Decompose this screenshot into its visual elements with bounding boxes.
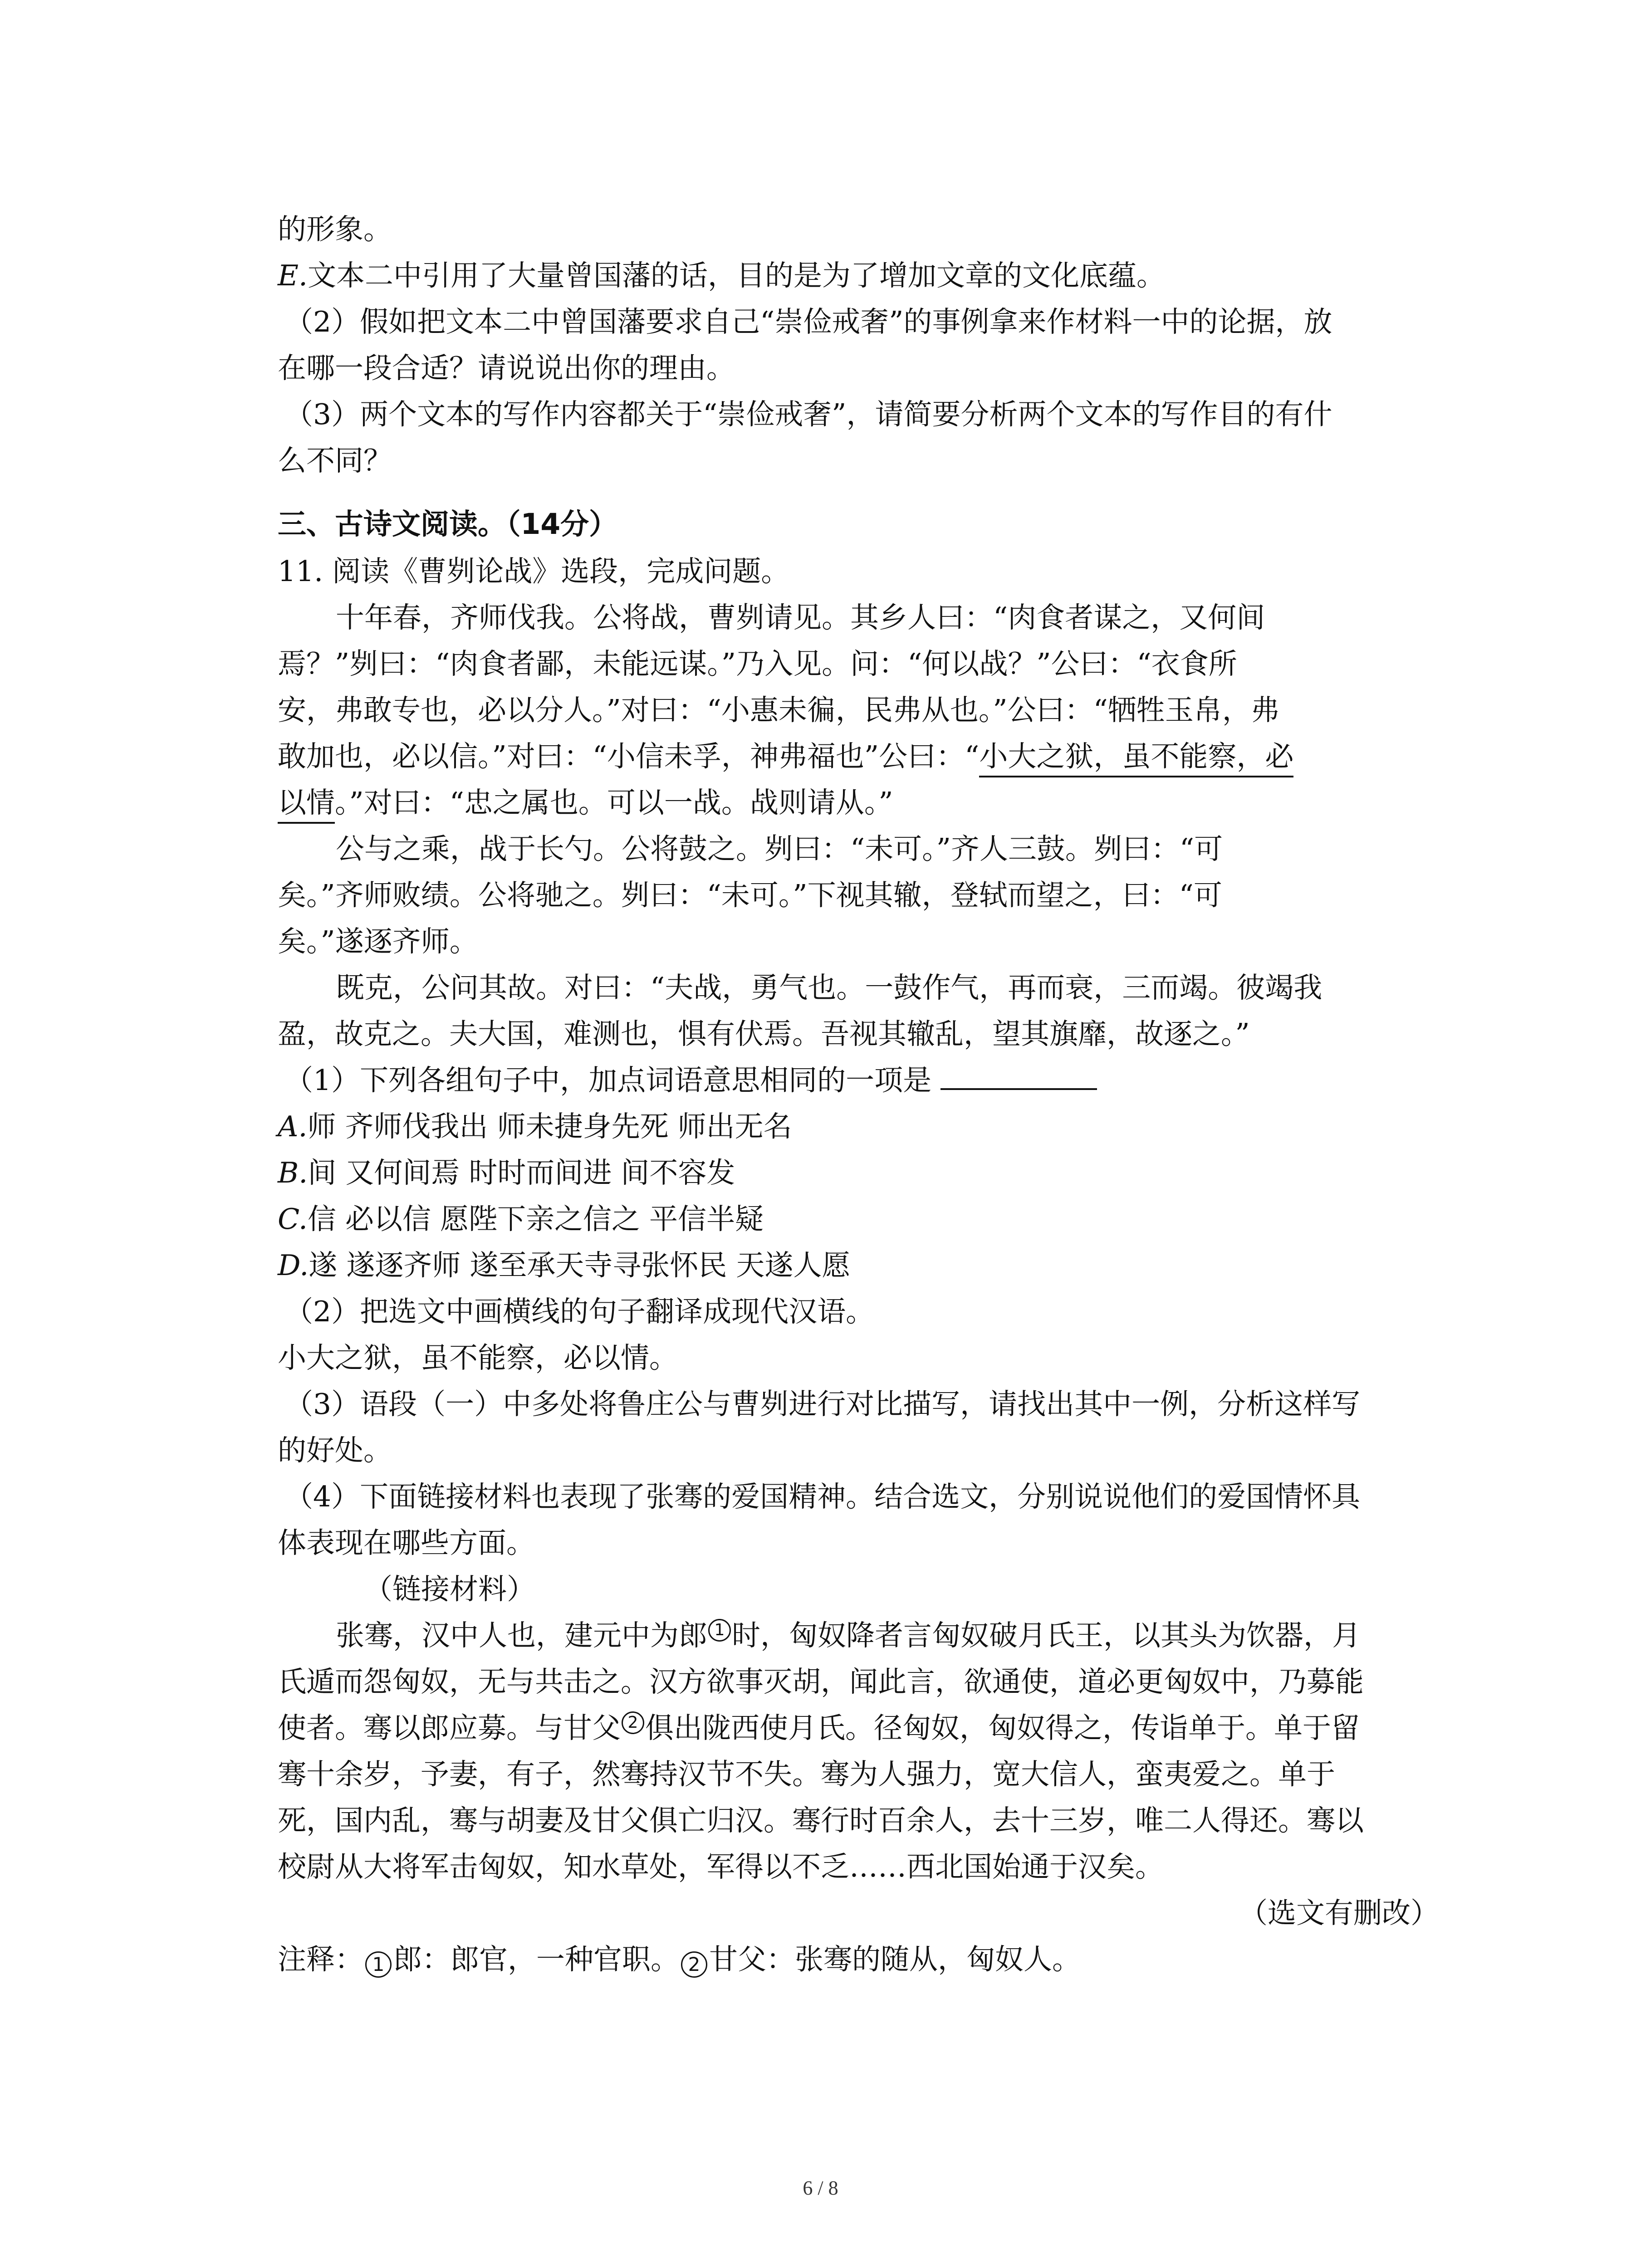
link-line: 校尉从大将军击匈奴，知水草处，军得以不乏……西北国始通于汉矣。 [278, 1850, 1164, 1883]
page-content [278, 206, 1439, 1983]
option-text: 遂 遂逐齐师 遂至承天寺寻张怀民 天遂人愿 [309, 1249, 851, 1282]
passage-line: 矣。”遂逐齐师。 [278, 925, 478, 958]
footnote-mark: 2 [622, 1711, 644, 1734]
option-c [278, 1196, 1439, 1242]
footnote-mark: 1 [708, 1619, 731, 1642]
link-text: 使者。骞以郎应募。与甘父 [278, 1711, 621, 1745]
option-text: 间 又何间焉 时时而间进 间不容发 [308, 1156, 735, 1189]
passage-line: 盈，故克之。夫大国，难测也，惧有伏焉。吾视其辙乱，望其旗靡，故逐之。” [278, 1017, 1250, 1051]
option-d [278, 1242, 1439, 1289]
sub-question: （3）语段（一）中多处将鲁庄公与曹刿进行对比描写，请找出其中一例，分析这样写 [284, 1388, 1361, 1421]
note-text: 郎：郎官，一种官职。 [393, 1943, 679, 1976]
sub-question [278, 1057, 1439, 1104]
link-text: 张骞，汉中人也，建元中为郎 [336, 1619, 707, 1652]
option-letter: D. [278, 1249, 309, 1282]
footnote-mark: 2 [681, 1951, 707, 1978]
passage-text: 敢加也，必以信。”对曰：“小信未孚，神弗福也”公曰：“ [278, 740, 980, 773]
footnote-mark: 1 [365, 1951, 392, 1978]
sub-question: （4）下面链接材料也表现了张骞的爱国精神。结合选文，分别说说他们的爱国情怀具 [284, 1480, 1361, 1513]
option-b [278, 1150, 1439, 1196]
passage-line: 焉？”刿曰：“肉食者鄙，未能远谋。”乃入见。问：“何以战？”公曰：“衣食所 [278, 647, 1237, 680]
sub-question: （2）把选文中画横线的句子翻译成现代汉语。 [284, 1295, 875, 1328]
page-number: 6 / 8 [803, 2177, 838, 2199]
option-a [278, 1104, 1439, 1150]
text-line: 的形象。 [278, 213, 392, 246]
answer-blank[interactable] [941, 1061, 1097, 1090]
passage-text: 。”对曰：“忠之属也。可以一战。战则请从。” [335, 786, 893, 819]
section-heading: 三、古诗文阅读。（14分） [278, 508, 618, 541]
note-text: 甘父：张骞的随从，匈奴人。 [709, 1943, 1081, 1976]
question-line: （3）两个文本的写作内容都关于“崇俭戒奢”，请简要分析两个文本的写作目的有什 [284, 398, 1332, 431]
passage-line: 十年春，齐师伐我。公将战，曹刿请见。其乡人曰：“肉食者谋之，又何间 [336, 601, 1265, 634]
source-note: （选文有删改） [1239, 1897, 1439, 1930]
link-line: 氏遁而怨匈奴，无与共击之。汉方欲事灭胡，闻此言，欲通使，道必更匈奴中，乃募能 [278, 1665, 1364, 1698]
passage-line: 安，弗敢专也，必以分人。”对曰：“小惠未徧，民弗从也。”公曰：“牺牲玉帛，弗 [278, 694, 1279, 727]
link-line: 死，国内乱，骞与胡妻及甘父俱亡归汉。骞行时百余人，去十三岁，唯二人得还。骞以 [278, 1804, 1364, 1837]
question-line: 体表现在哪些方面。 [278, 1526, 535, 1559]
notes-label: 注释： [278, 1943, 363, 1976]
passage-line: 矣。”齐师败绩。公将驰之。刿曰：“未可。”下视其辙，登轼而望之，曰：“可 [278, 879, 1222, 912]
question-line: 在哪一段合适？请说说出你的理由。 [278, 352, 735, 385]
option-letter: E. [278, 259, 308, 292]
option-letter: B. [278, 1156, 308, 1189]
underlined-sentence: 以情 [278, 786, 335, 824]
passage-line [278, 733, 1439, 780]
option-text: 文本二中引用了大量曾国藩的话，目的是为了增加文章的文化底蕴。 [308, 259, 1166, 292]
option-e [278, 253, 1439, 299]
question-line: 么不同？ [278, 444, 392, 477]
notes-line [278, 1936, 1439, 1983]
option-letter: A. [278, 1110, 308, 1143]
link-text: 俱出陇西使月氏。径匈奴，匈奴得之，传诣单于。单于留 [645, 1711, 1360, 1745]
question-stem: （1）下列各组句子中，加点词语意思相同的一项是 [284, 1064, 932, 1097]
passage-line: 既克，公问其故。对曰：“夫战，勇气也。一鼓作气，再而衰，三而竭。彼竭我 [336, 971, 1323, 1004]
option-text: 师 齐师伐我出 师未捷身先死 师出无名 [307, 1110, 792, 1143]
option-letter: C. [278, 1202, 308, 1236]
question-line: 的好处。 [278, 1434, 392, 1467]
passage-line: 公与之乘，战于长勺。公将鼓之。刿曰：“未可。”齐人三鼓。刿曰：“可 [336, 832, 1223, 865]
underlined-sentence: 小大之狱，虽不能察，必 [979, 740, 1293, 777]
link-title: （链接材料） [364, 1573, 535, 1606]
question-sentence: 小大之狱，虽不能察，必以情。 [278, 1341, 678, 1374]
link-line [278, 1705, 1439, 1751]
link-text: 时，匈奴降者言匈奴破月氏王，以其头为饮器，月 [732, 1619, 1361, 1652]
option-text: 信 必以信 愿陛下亲之信之 平信半疑 [307, 1202, 764, 1236]
passage-line [278, 780, 1439, 826]
question-title: 11. 阅读《曹刿论战》选段，完成问题。 [278, 555, 790, 588]
link-line [278, 1613, 1439, 1659]
question-line: （2）假如把文本二中曾国藩要求自己“崇俭戒奢”的事例拿来作材料一中的论据，放 [284, 305, 1332, 338]
link-line: 骞十余岁，予妻，有子，然骞持汉节不失。骞为人强力，宽大信人，蛮夷爱之。单于 [278, 1758, 1335, 1791]
